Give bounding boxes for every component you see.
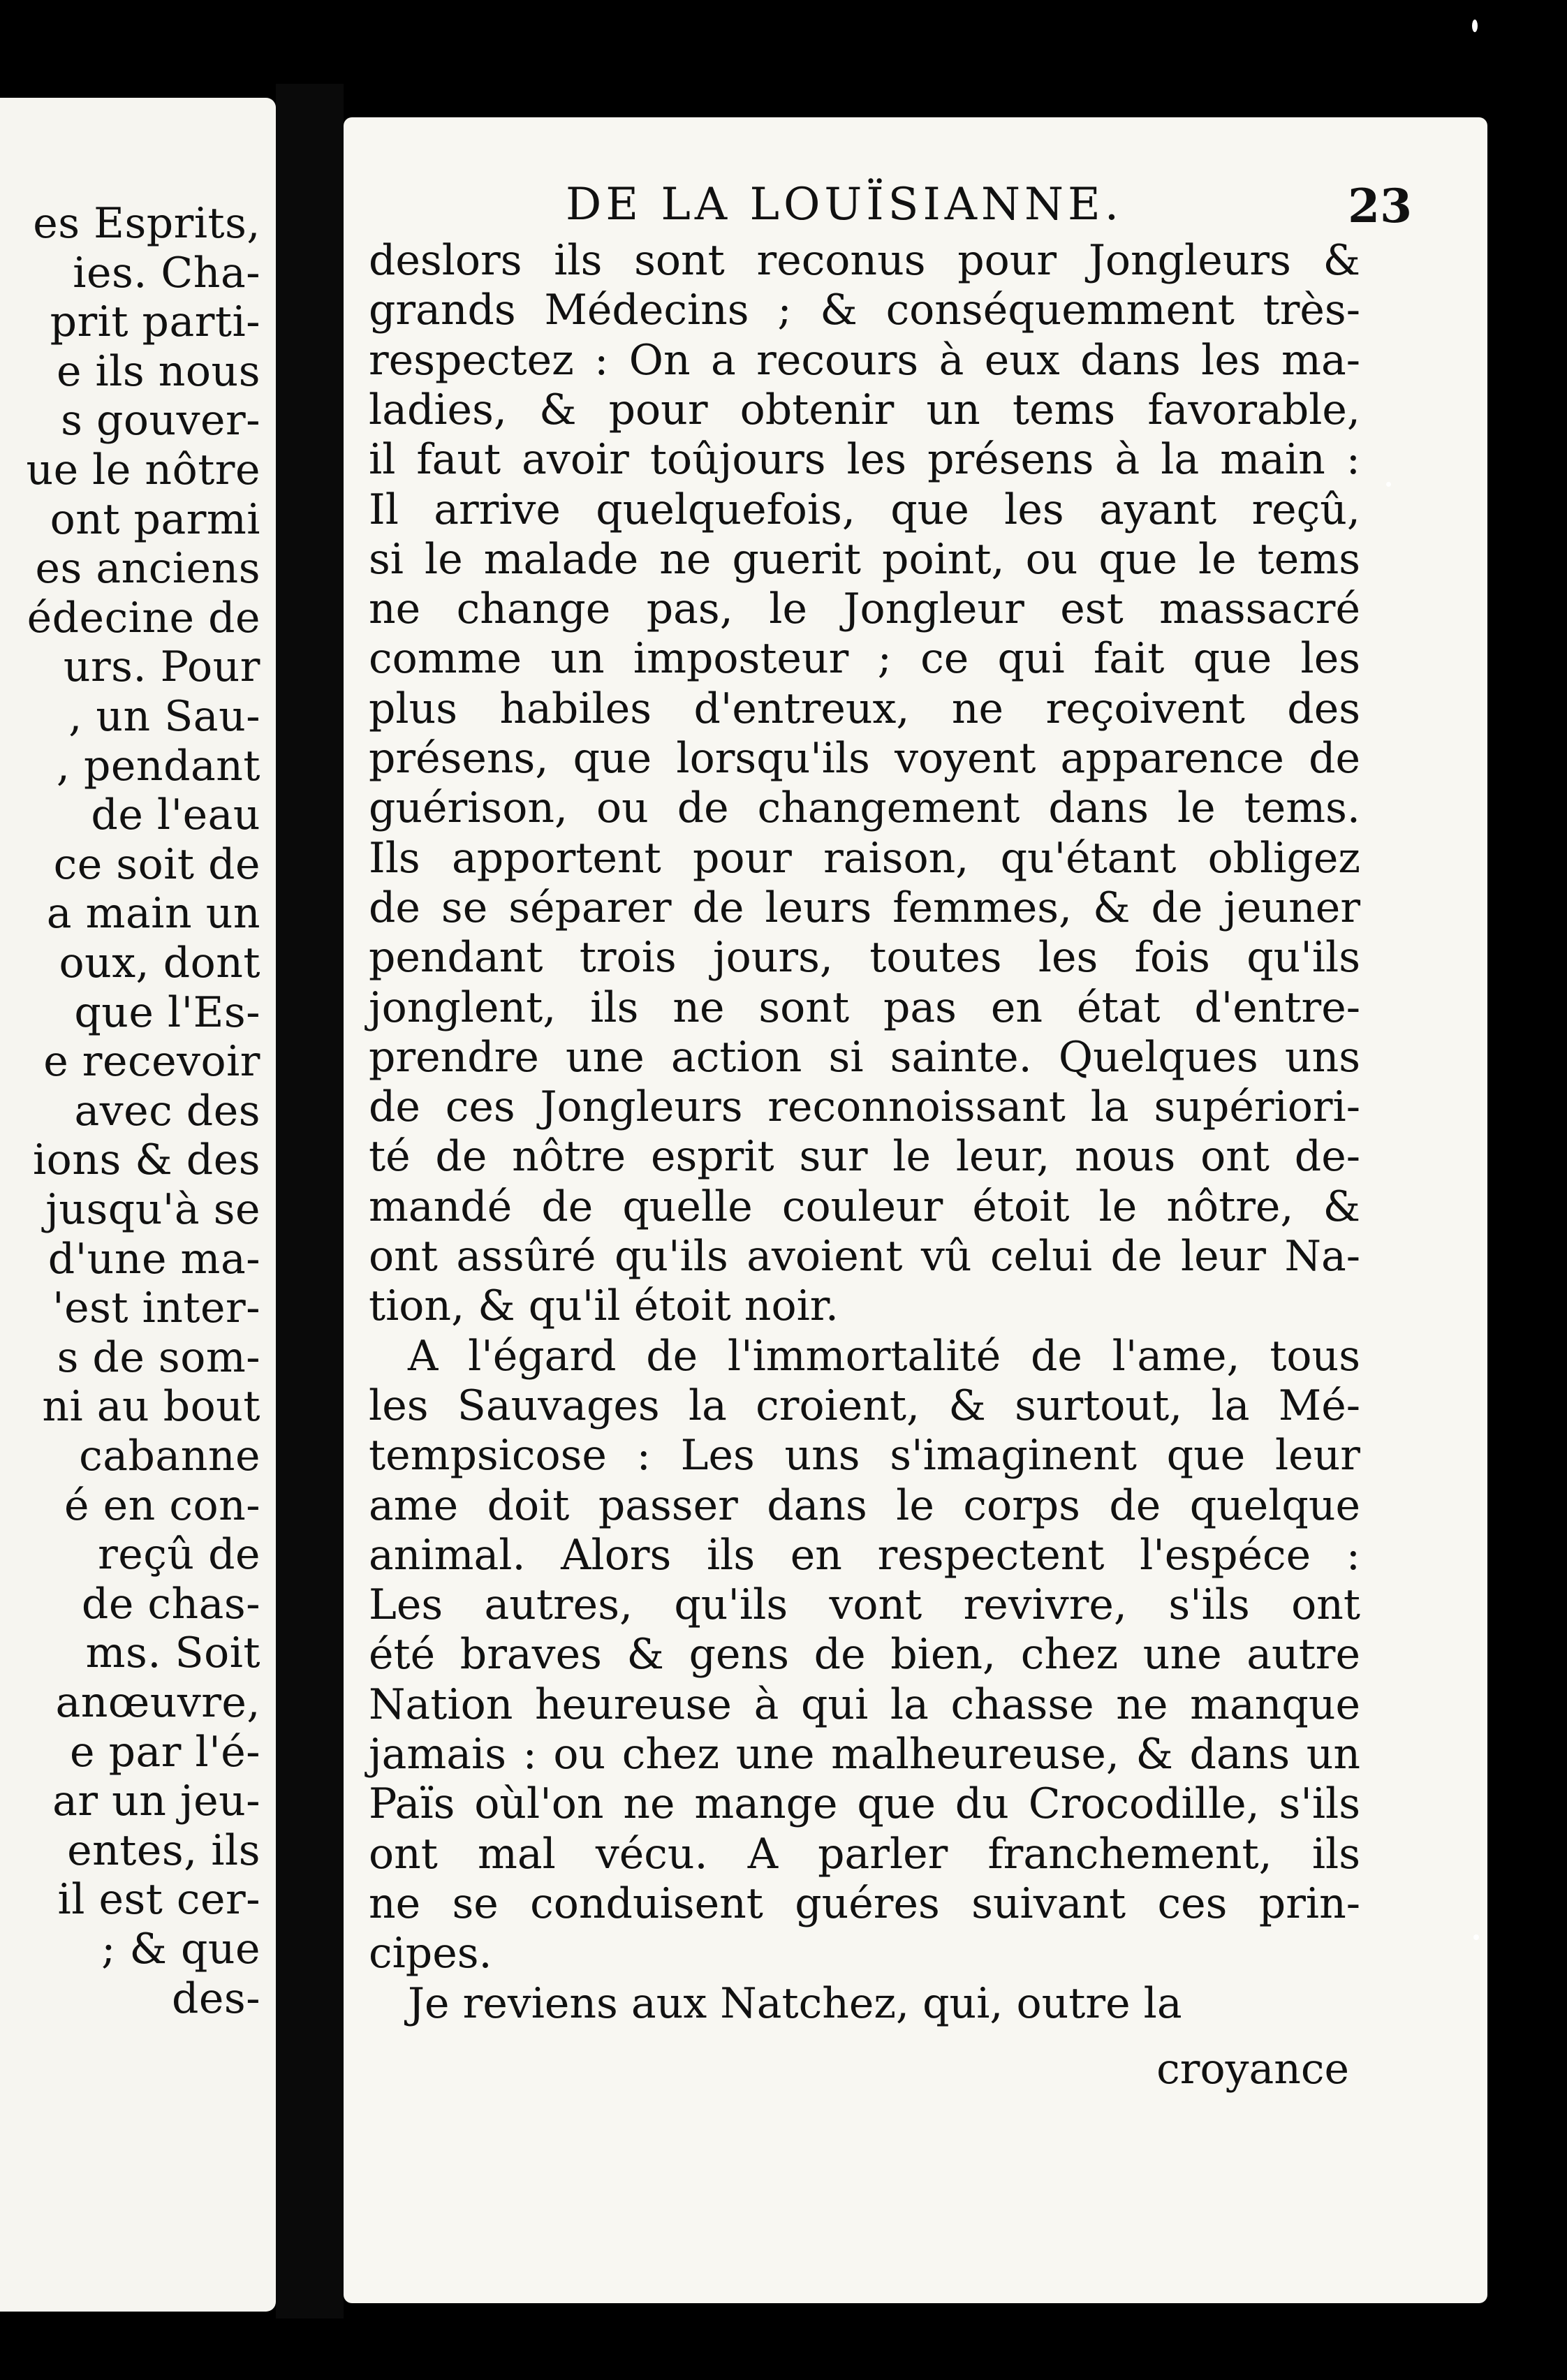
left-page-line: es anciens — [35, 544, 260, 594]
left-page-line: de l'eau — [91, 791, 260, 840]
text-line: Je reviens aux Natchez, qui, outre la — [408, 1978, 1182, 2028]
left-page-line: ont parmi — [50, 494, 260, 544]
text-line: ladies, & pour obtenir un tems favorable, — [369, 385, 1360, 434]
text-line: respectez : On a recours à eux dans les ma- — [369, 335, 1360, 385]
text-line: jamais : ou chez une malheureuse, & dans un — [369, 1730, 1360, 1779]
left-page-line: ; & que — [101, 1925, 260, 1974]
left-page-line: prit parti- — [50, 298, 260, 347]
left-page-line: ni au bout — [42, 1382, 260, 1432]
left-page-line: entes, ils — [67, 1826, 260, 1875]
text-line: Nation heureuse à qui la chasse ne manque — [369, 1680, 1360, 1729]
text-line: té de nôtre esprit sur le leur, nous ont de- — [369, 1132, 1360, 1182]
left-page-line: e par l'é- — [70, 1727, 260, 1777]
left-page-line: anœuvre, — [55, 1678, 260, 1727]
left-page-line: jusqu'à se — [45, 1185, 260, 1234]
text-line: ont assûré qu'ils avoient vû celui de leur Na- — [369, 1232, 1360, 1281]
left-page-line: cabanne — [79, 1432, 260, 1481]
text-line: pendant trois jours, toutes les fois qu'ils — [369, 933, 1360, 983]
left-page-line: s de som- — [57, 1332, 260, 1382]
text-line: cipes. — [369, 1929, 492, 1978]
left-page-line: , un Sau- — [68, 692, 260, 741]
left-page-line: es Esprits, — [33, 199, 260, 248]
text-line: Il arrive quelquefois, que les ayant reçû, — [369, 485, 1360, 534]
scan-speck — [1386, 482, 1391, 487]
scan-speck — [1473, 1934, 1479, 1940]
left-page-line: ies. Cha- — [73, 248, 260, 298]
left-page-line: de chas- — [81, 1579, 260, 1629]
page-header — [344, 179, 1487, 242]
left-page-line: oux, dont — [59, 939, 260, 987]
left-page-line: avec des — [74, 1086, 260, 1136]
left-page-line: ions & des — [32, 1136, 260, 1185]
text-line: il faut avoir toûjours les présens à la main : — [369, 435, 1360, 485]
text-line: ame doit passer dans le corps de quelque — [369, 1481, 1360, 1530]
text-line: animal. Alors ils en respectent l'espéce : — [369, 1530, 1360, 1580]
text-line: grands Médecins ; & conséquemment très- — [369, 286, 1360, 335]
book-gutter — [276, 84, 344, 2319]
left-page-line: ms. Soit — [85, 1629, 260, 1678]
left-page-line: e ils nous — [56, 346, 260, 396]
right-page — [344, 117, 1487, 2303]
left-page-line: a main un — [46, 889, 260, 939]
running-title: DE LA LOUÏSIANNE. — [566, 179, 1124, 230]
left-page-line: , pendant — [56, 741, 260, 791]
text-line: deslors ils sont reconus pour Jongleurs & — [369, 236, 1360, 285]
text-line: ont mal vécu. A parler franchement, ils — [369, 1829, 1360, 1879]
text-line: ne se conduisent guéres suivant ces prin- — [369, 1879, 1360, 1928]
left-page-line: é en con- — [64, 1481, 260, 1530]
text-line: Les autres, qu'ils vont revivre, s'ils ont — [369, 1580, 1360, 1630]
page-number: 23 — [1348, 179, 1412, 233]
text-line: prendre une action si sainte. Quelques uns — [369, 1032, 1360, 1082]
text-line: de ces Jongleurs reconnoissant la supériori- — [369, 1082, 1360, 1132]
text-line: plus habiles d'entreux, ne reçoivent des — [369, 684, 1360, 733]
text-line: tion, & qu'il étoit noir. — [369, 1281, 839, 1331]
text-line: ne change pas, le Jongleur est massacré — [369, 585, 1360, 634]
text-line: si le malade ne guerit point, ou que le tems — [369, 534, 1360, 584]
text-line: Ils apportent pour raison, qu'étant obligez — [369, 833, 1360, 883]
text-line: mandé de quelle couleur étoit le nôtre, & — [369, 1182, 1360, 1231]
text-line: A l'égard de l'immortalité de l'ame, tous — [408, 1331, 1360, 1381]
left-page — [0, 98, 276, 2312]
left-page-line: d'une ma- — [47, 1234, 260, 1284]
left-page-line: s gouver- — [61, 396, 260, 446]
text-line: les Sauvages la croient, & surtout, la Mé- — [369, 1381, 1360, 1430]
left-page-line: il est cer- — [57, 1875, 260, 1925]
left-page-line: reçû de — [98, 1530, 260, 1580]
text-line: comme un imposteur ; ce qui fait que les — [369, 634, 1360, 684]
text-line: présens, que lorsqu'ils voyent apparence de — [369, 734, 1360, 783]
left-page-line: urs. Pour — [63, 642, 260, 692]
left-page-line: 'est inter- — [52, 1284, 260, 1333]
left-page-line: ce soit de — [53, 839, 260, 889]
text-line: jonglent, ils ne sont pas en état d'entre- — [369, 983, 1360, 1032]
left-page-line: ar un jeu- — [52, 1777, 260, 1826]
text-line: Païs oùl'on ne mange que du Crocodille, s'ils — [369, 1779, 1360, 1829]
text-line: tempsicose : Les uns s'imaginent que leur — [369, 1431, 1360, 1481]
left-page-line: que l'Es- — [74, 987, 260, 1037]
left-page-line: ue le nôtre — [26, 446, 260, 494]
text-line: été braves & gens de bien, chez une autre — [369, 1630, 1360, 1680]
left-page-line: e recevoir — [43, 1037, 260, 1087]
text-line: guérison, ou de changement dans le tems. — [369, 784, 1360, 833]
catchword: croyance — [1156, 2045, 1349, 2094]
left-page-line: édecine de — [27, 593, 260, 642]
text-line: de se séparer de leurs femmes, & de jeuner — [369, 883, 1360, 932]
left-page-line: des- — [172, 1974, 260, 2023]
scan-speck — [1472, 20, 1478, 32]
